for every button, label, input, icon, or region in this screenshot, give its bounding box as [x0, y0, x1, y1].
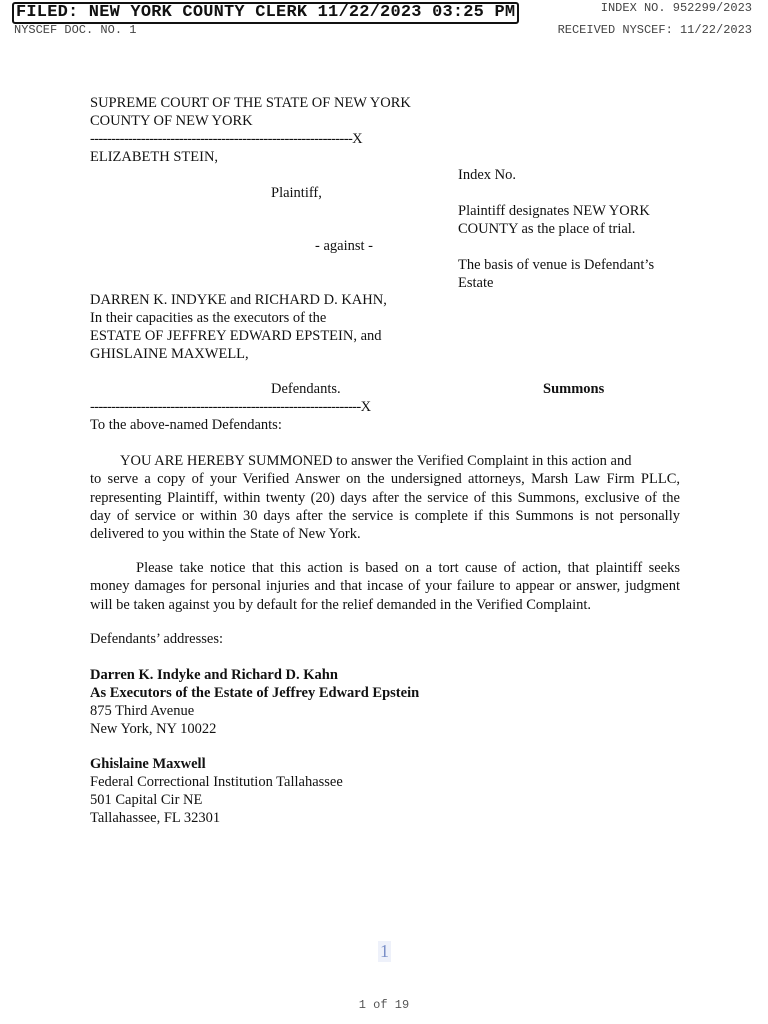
address-line: Tallahassee, FL 32301 [90, 810, 221, 826]
address-line: Federal Correctional Institution Tallahassee [90, 774, 343, 790]
page-count-footer: 1 of 19 [358, 998, 410, 1012]
venue-designation-line: Plaintiff designates NEW YORK [458, 203, 650, 219]
address-line: 875 Third Avenue [90, 703, 195, 719]
address-name: Ghislaine Maxwell [90, 756, 206, 772]
defendant-line: DARREN K. INDYKE and RICHARD D. KAHN, [90, 292, 387, 308]
paragraph-line: delivered to you within the State of New York. [90, 526, 361, 543]
paragraph-line: to serve a copy of your Verified Answer on the undersigned attorneys, Marsh Law Firm PLLC, [90, 471, 680, 488]
salutation: To the above-named Defendants: [90, 417, 282, 433]
court-name: SUPREME COURT OF THE STATE OF NEW YORK [90, 95, 411, 111]
index-no-label: Index No. [458, 167, 516, 183]
address-name: Darren K. Indyke and Richard D. Kahn [90, 667, 338, 683]
address-line: New York, NY 10022 [90, 721, 217, 737]
plaintiff-name: ELIZABETH STEIN, [90, 149, 219, 165]
venue-basis-line: Estate [458, 275, 494, 291]
address-name: As Executors of the Estate of Jeffrey Edward Epstein [90, 685, 420, 701]
received-date: RECEIVED NYSCEF: 11/22/2023 [557, 23, 752, 37]
index-number: INDEX NO. 952299/2023 [600, 1, 752, 15]
caption-divider-bottom: ----------------------------------------------------------------X [90, 399, 371, 415]
defendant-line: GHISLAINE MAXWELL, [90, 346, 249, 362]
page-number-marker: 1 [380, 941, 389, 961]
notice-paragraph [90, 559, 680, 614]
addresses-label: Defendants’ addresses: [90, 631, 223, 647]
defendant-line: ESTATE OF JEFFREY EDWARD EPSTEIN, and [90, 328, 382, 344]
plaintiff-role: Plaintiff, [271, 185, 322, 201]
paragraph-line: will be taken against you by default for the relief demanded in the Verified Complaint. [90, 596, 592, 613]
paragraph-line: representing Plaintiff, within twenty (20) days after the service of this Summons, exclusive of the [90, 489, 680, 506]
paragraph-line: Please take notice that this action is based on a tort cause of action, that plaintiff seeks [136, 560, 680, 576]
filed-stamp: FILED: NEW YORK COUNTY CLERK 11/22/2023 03:25 PM [12, 2, 519, 24]
address-line: 501 Capital Cir NE [90, 792, 203, 808]
against-label: - against - [315, 238, 373, 254]
court-county: COUNTY OF NEW YORK [90, 113, 253, 129]
nyscef-doc-number: NYSCEF DOC. NO. 1 [14, 23, 137, 37]
paragraph-line: money damages for personal injuries and that incase of your failure to appear or answer, judgment [90, 578, 680, 595]
defendant-line: In their capacities as the executors of the [90, 310, 327, 326]
paragraph-line: day of service or within 30 days after the service is complete if this Summons is not personally [90, 507, 680, 524]
venue-basis-line: The basis of venue is Defendant’s [458, 257, 655, 273]
document-type: Summons [543, 381, 605, 397]
venue-designation-line: COUNTY as the place of trial. [458, 221, 636, 237]
caption-divider-top: --------------------------------------------------------------X [90, 131, 363, 147]
defendants-role: Defendants. [271, 381, 341, 397]
paragraph-line: YOU ARE HEREBY SUMMONED to answer the Verified Complaint in this action and [120, 453, 632, 469]
summons-paragraph [90, 452, 680, 543]
